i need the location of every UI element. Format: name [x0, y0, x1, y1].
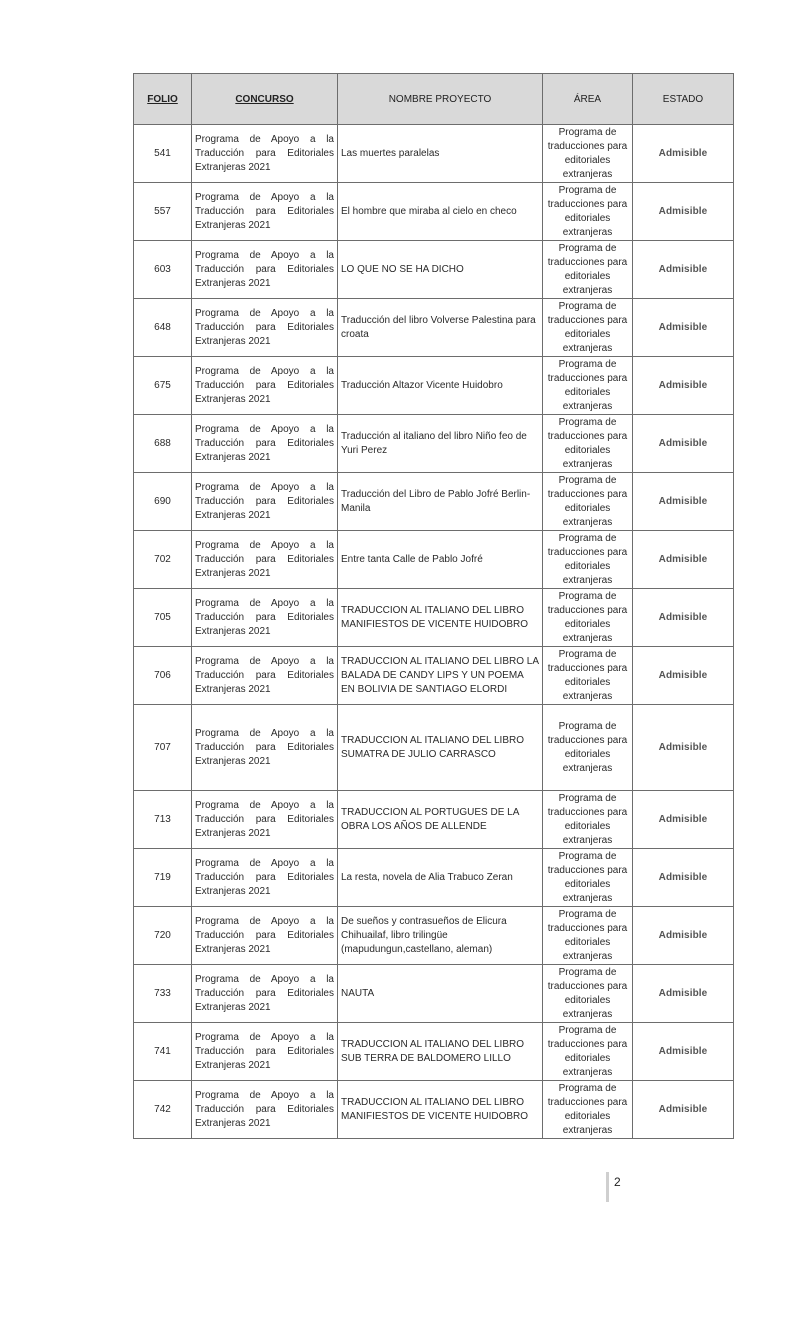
cell-estado: Admisible	[633, 415, 734, 473]
cell-concurso: Programa de Apoyo a la Traducción para Editoriales Extranjeras 2021	[192, 849, 338, 907]
table-row	[134, 299, 734, 357]
cell-nombre-proyecto: De sueños y contrasueños de Elicura Chihuailaf, libro trilingüe (mapudungun,castellano, aleman)	[338, 907, 543, 965]
cell-nombre-proyecto: TRADUCCION AL ITALIANO DEL LIBRO SUB TERRA DE BALDOMERO LILLO	[338, 1023, 543, 1081]
cell-folio: 702	[134, 531, 192, 589]
cell-concurso: Programa de Apoyo a la Traducción para Editoriales Extranjeras 2021	[192, 125, 338, 183]
cell-folio: 742	[134, 1081, 192, 1139]
cell-estado: Admisible	[633, 1023, 734, 1081]
cell-concurso: Programa de Apoyo a la Traducción para Editoriales Extranjeras 2021	[192, 183, 338, 241]
cell-nombre-proyecto: Entre tanta Calle de Pablo Jofré	[338, 531, 543, 589]
cell-folio: 688	[134, 415, 192, 473]
cell-area: Programa de traducciones para editoriales extranjeras	[543, 1081, 633, 1139]
cell-nombre-proyecto: Traducción del Libro de Pablo Jofré Berlin-Manila	[338, 473, 543, 531]
cell-area: Programa de traducciones para editoriales extranjeras	[543, 415, 633, 473]
cell-nombre-proyecto: El hombre que miraba al cielo en checo	[338, 183, 543, 241]
cell-folio: 603	[134, 241, 192, 299]
results-table	[133, 73, 734, 1139]
cell-area: Programa de traducciones para editoriales extranjeras	[543, 589, 633, 647]
cell-area: Programa de traducciones para editoriales extranjeras	[543, 965, 633, 1023]
cell-folio: 733	[134, 965, 192, 1023]
table-row	[134, 907, 734, 965]
table-row	[134, 357, 734, 415]
cell-concurso: Programa de Apoyo a la Traducción para Editoriales Extranjeras 2021	[192, 705, 338, 791]
cell-nombre-proyecto: Traducción del libro Volverse Palestina para croata	[338, 299, 543, 357]
table-row	[134, 1023, 734, 1081]
cell-area: Programa de traducciones para editoriales extranjeras	[543, 705, 633, 791]
cell-folio: 720	[134, 907, 192, 965]
cell-concurso: Programa de Apoyo a la Traducción para Editoriales Extranjeras 2021	[192, 907, 338, 965]
cell-folio: 690	[134, 473, 192, 531]
table-row	[134, 791, 734, 849]
cell-estado: Admisible	[633, 965, 734, 1023]
cell-concurso: Programa de Apoyo a la Traducción para Editoriales Extranjeras 2021	[192, 531, 338, 589]
table-row	[134, 849, 734, 907]
cell-concurso: Programa de Apoyo a la Traducción para Editoriales Extranjeras 2021	[192, 1081, 338, 1139]
cell-estado: Admisible	[633, 849, 734, 907]
cell-estado: Admisible	[633, 705, 734, 791]
cell-folio: 707	[134, 705, 192, 791]
cell-estado: Admisible	[633, 357, 734, 415]
header-area: ÁREA	[543, 74, 633, 125]
cell-nombre-proyecto: TRADUCCION AL ITALIANO DEL LIBRO MANIFIESTOS DE VICENTE HUIDOBRO	[338, 1081, 543, 1139]
table-row	[134, 1081, 734, 1139]
cell-concurso: Programa de Apoyo a la Traducción para Editoriales Extranjeras 2021	[192, 589, 338, 647]
cell-folio: 713	[134, 791, 192, 849]
cell-estado: Admisible	[633, 241, 734, 299]
cell-area: Programa de traducciones para editoriales extranjeras	[543, 183, 633, 241]
cell-area: Programa de traducciones para editoriales extranjeras	[543, 907, 633, 965]
table-row	[134, 705, 734, 791]
page-number: 2	[614, 1175, 621, 1189]
cell-estado: Admisible	[633, 473, 734, 531]
table-row	[134, 415, 734, 473]
page-number-bar	[606, 1172, 609, 1202]
table-row	[134, 589, 734, 647]
cell-area: Programa de traducciones para editoriales extranjeras	[543, 241, 633, 299]
cell-estado: Admisible	[633, 183, 734, 241]
cell-nombre-proyecto: TRADUCCION AL ITALIANO DEL LIBRO LA BALADA DE CANDY LIPS Y UN POEMA EN BOLIVIA DE SANTIAGO ELORDI	[338, 647, 543, 705]
cell-folio: 648	[134, 299, 192, 357]
header-folio: FOLIO	[134, 74, 192, 125]
cell-nombre-proyecto: La resta, novela de Alia Trabuco Zeran	[338, 849, 543, 907]
cell-area: Programa de traducciones para editoriales extranjeras	[543, 647, 633, 705]
cell-folio: 706	[134, 647, 192, 705]
table-body	[134, 125, 734, 1139]
cell-nombre-proyecto: TRADUCCION AL ITALIANO DEL LIBRO SUMATRA DE JULIO CARRASCO	[338, 705, 543, 791]
cell-nombre-proyecto: Las muertes paralelas	[338, 125, 543, 183]
table-row	[134, 647, 734, 705]
table-row	[134, 241, 734, 299]
header-estado: ESTADO	[633, 74, 734, 125]
cell-concurso: Programa de Apoyo a la Traducción para Editoriales Extranjeras 2021	[192, 357, 338, 415]
cell-concurso: Programa de Apoyo a la Traducción para Editoriales Extranjeras 2021	[192, 791, 338, 849]
header-nombre-proyecto: NOMBRE PROYECTO	[338, 74, 543, 125]
header-concurso: CONCURSO	[192, 74, 338, 125]
cell-estado: Admisible	[633, 299, 734, 357]
cell-area: Programa de traducciones para editoriales extranjeras	[543, 357, 633, 415]
cell-area: Programa de traducciones para editoriales extranjeras	[543, 473, 633, 531]
cell-estado: Admisible	[633, 647, 734, 705]
cell-area: Programa de traducciones para editoriales extranjeras	[543, 791, 633, 849]
cell-estado: Admisible	[633, 589, 734, 647]
cell-area: Programa de traducciones para editoriales extranjeras	[543, 1023, 633, 1081]
cell-concurso: Programa de Apoyo a la Traducción para Editoriales Extranjeras 2021	[192, 1023, 338, 1081]
cell-nombre-proyecto: Traducción Altazor Vicente Huidobro	[338, 357, 543, 415]
cell-estado: Admisible	[633, 791, 734, 849]
cell-concurso: Programa de Apoyo a la Traducción para Editoriales Extranjeras 2021	[192, 415, 338, 473]
cell-nombre-proyecto: TRADUCCION AL ITALIANO DEL LIBRO MANIFIESTOS DE VICENTE HUIDOBRO	[338, 589, 543, 647]
cell-nombre-proyecto: NAUTA	[338, 965, 543, 1023]
cell-area: Programa de traducciones para editoriales extranjeras	[543, 531, 633, 589]
table-row	[134, 531, 734, 589]
cell-estado: Admisible	[633, 531, 734, 589]
cell-folio: 675	[134, 357, 192, 415]
cell-concurso: Programa de Apoyo a la Traducción para Editoriales Extranjeras 2021	[192, 965, 338, 1023]
cell-concurso: Programa de Apoyo a la Traducción para Editoriales Extranjeras 2021	[192, 647, 338, 705]
cell-estado: Admisible	[633, 907, 734, 965]
cell-concurso: Programa de Apoyo a la Traducción para Editoriales Extranjeras 2021	[192, 299, 338, 357]
cell-nombre-proyecto: LO QUE NO SE HA DICHO	[338, 241, 543, 299]
cell-folio: 741	[134, 1023, 192, 1081]
cell-nombre-proyecto: Traducción al italiano del libro Niño feo de Yuri Perez	[338, 415, 543, 473]
cell-area: Programa de traducciones para editoriales extranjeras	[543, 125, 633, 183]
cell-nombre-proyecto: TRADUCCION AL PORTUGUES DE LA OBRA LOS AÑOS DE ALLENDE	[338, 791, 543, 849]
table-row	[134, 965, 734, 1023]
table-header-row	[134, 74, 734, 125]
cell-folio: 705	[134, 589, 192, 647]
cell-folio: 541	[134, 125, 192, 183]
cell-concurso: Programa de Apoyo a la Traducción para Editoriales Extranjeras 2021	[192, 473, 338, 531]
cell-area: Programa de traducciones para editoriales extranjeras	[543, 849, 633, 907]
cell-area: Programa de traducciones para editoriales extranjeras	[543, 299, 633, 357]
cell-folio: 557	[134, 183, 192, 241]
table-row	[134, 125, 734, 183]
cell-folio: 719	[134, 849, 192, 907]
table-row	[134, 183, 734, 241]
cell-concurso: Programa de Apoyo a la Traducción para Editoriales Extranjeras 2021	[192, 241, 338, 299]
table-row	[134, 473, 734, 531]
cell-estado: Admisible	[633, 1081, 734, 1139]
cell-estado: Admisible	[633, 125, 734, 183]
